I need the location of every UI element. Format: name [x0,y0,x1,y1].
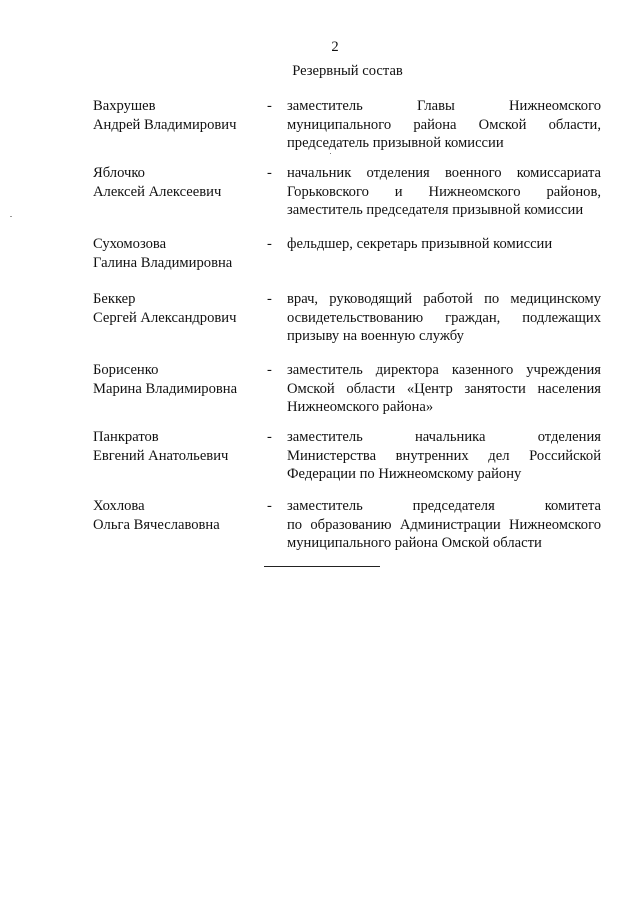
member-role [287,164,601,220]
member-role [287,428,601,484]
page-number: 2 [331,39,339,55]
member-given-names: Марина Владимировна [93,380,238,397]
member-role [287,235,601,254]
member-name [93,290,263,327]
section-title: Резервный состав [292,63,403,79]
role-line: по образованию Администрации Нижнеомского [287,516,601,533]
role-line: освидетельствованию граждан, подлежащих [287,309,601,326]
role-line: призыву на военную службу [287,328,464,345]
roster-entry [93,361,603,428]
role-line: заместитель Главы Нижнеомского [287,98,601,114]
member-name [93,235,263,272]
role-line: Нижнеомского района» [287,399,434,416]
member-surname: Вахрушев [93,98,156,114]
member-surname: Панкратов [93,429,159,445]
member-given-names: Галина Владимировна [93,254,233,271]
role-line: Министерства внутренних дел Российской [287,447,601,464]
role-line: муниципального района Омской области, [287,116,601,133]
member-given-names: Евгений Анатольевич [93,447,229,464]
role-line: муниципального района Омской области [287,535,542,552]
role-line: врач, руководящий работой по медицинскому [287,291,601,307]
separator-dash: - [267,498,272,514]
member-surname: Беккер [93,291,136,307]
member-role [287,97,601,153]
roster-entry [93,235,603,290]
member-surname: Борисенко [93,362,159,378]
separator-dash: - [267,165,272,181]
roster-entry [93,428,603,497]
member-name [93,97,263,134]
separator-dash: - [267,98,272,114]
separator-dash: - [267,236,272,252]
scan-mark [10,216,12,217]
roster-entry [93,497,603,557]
member-role [287,497,601,553]
role-line: фельдшер, секретарь призывной комиссии [287,236,553,252]
member-given-names: Алексей Алексеевич [93,183,222,200]
member-surname: Яблочко [93,165,145,181]
member-role [287,361,601,417]
role-line: начальник отделения военного комиссариата [287,165,601,181]
role-line: Омской области «Центр занятости населения [287,380,601,397]
reserve-roster [93,97,603,557]
member-name [93,164,263,201]
closing-rule [264,566,380,567]
separator-dash: - [267,362,272,378]
separator-dash: - [267,291,272,307]
role-line: заместитель председателя призывной комиссии [287,202,584,219]
roster-entry [93,164,603,235]
roster-entry [93,97,603,164]
member-given-names: Андрей Владимирович [93,116,237,133]
member-surname: Хохлова [93,498,145,514]
member-given-names: Сергей Александрович [93,309,237,326]
role-line: заместитель директора казенного учреждения [287,362,601,378]
member-name [93,361,263,398]
member-given-names: Ольга Вячеславовна [93,516,220,533]
member-surname: Сухомозова [93,236,167,252]
role-line: заместитель начальника отделения [287,429,601,445]
role-line: Горьковского и Нижнеомского районов, [287,183,601,200]
roster-entry [93,290,603,361]
member-name [93,428,263,465]
role-line: Федерации по Нижнеомскому району [287,466,522,483]
separator-dash: - [267,429,272,445]
member-name [93,497,263,534]
member-role [287,290,601,346]
role-line: председатель призывной комиссии [287,135,504,152]
role-line: заместитель председателя комитета [287,498,601,514]
